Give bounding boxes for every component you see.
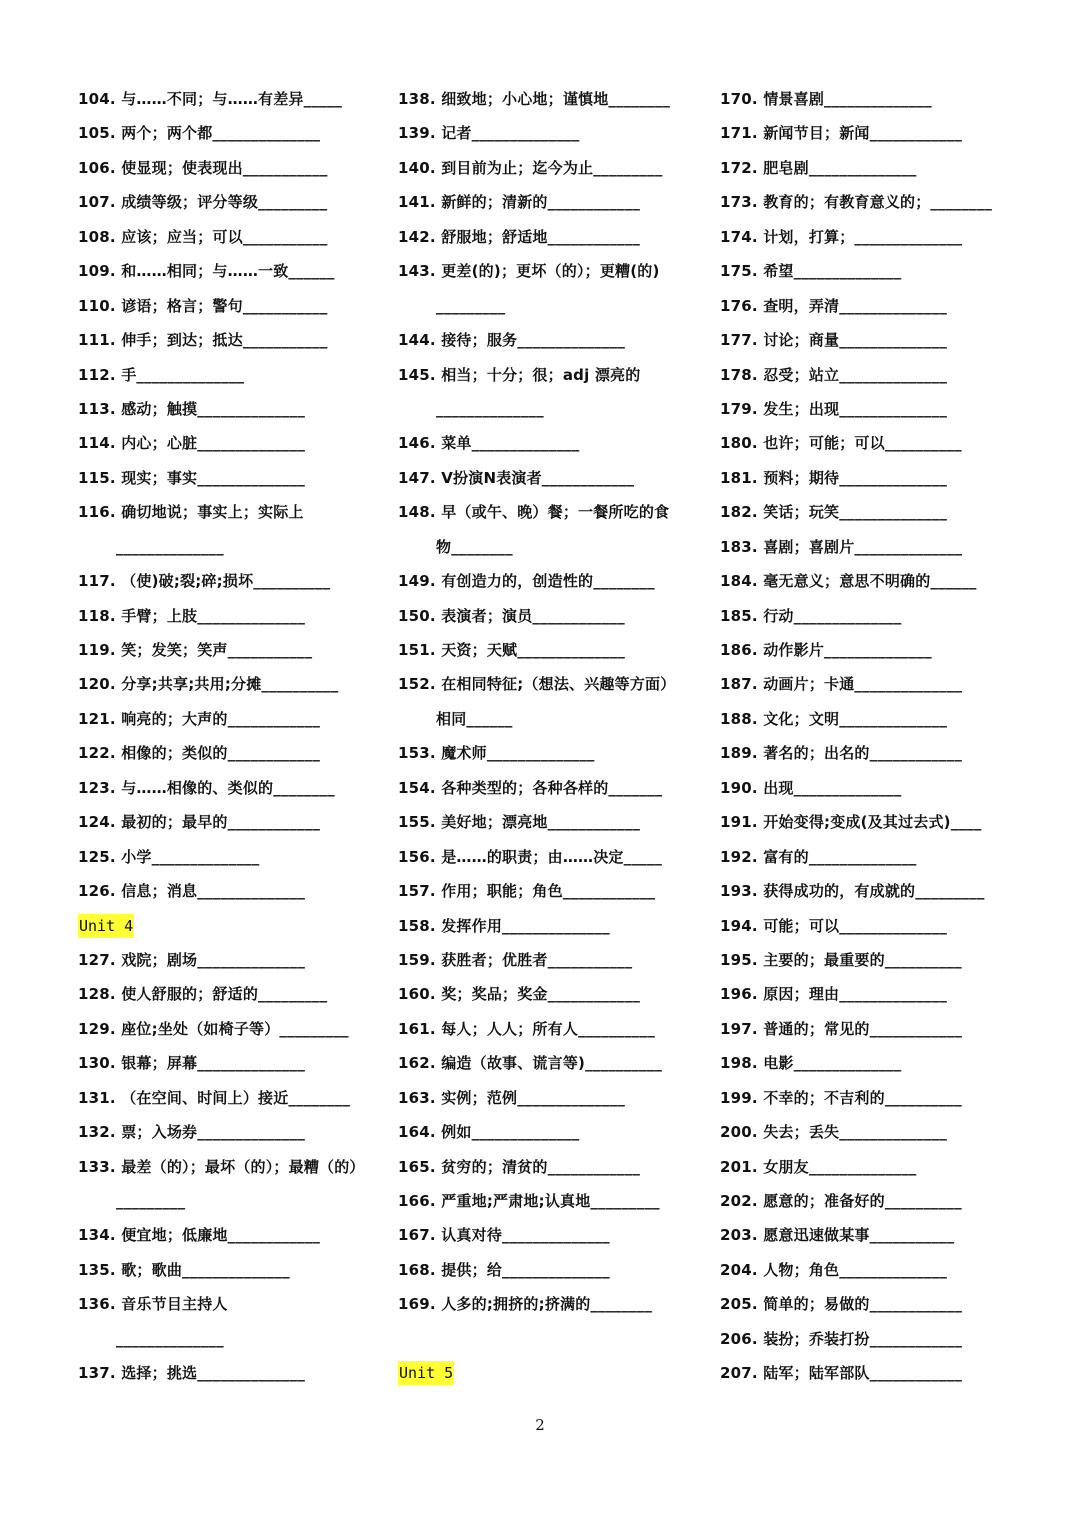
vocab-text: 150. 表演者；演员____________ — [398, 606, 625, 625]
vocab-item — [78, 461, 378, 495]
column-2 — [398, 82, 698, 1391]
vocab-item — [720, 116, 1020, 150]
vocab-item — [720, 874, 1020, 908]
vocab-text: 163. 实例；范例______________ — [398, 1088, 626, 1107]
vocab-text: 183. 喜剧；喜剧片______________ — [720, 537, 963, 556]
vocab-item — [78, 599, 378, 633]
vocab-item — [720, 323, 1020, 357]
vocab-text: 156. 是……的职责；由……决定_____ — [398, 847, 663, 866]
vocab-text: 149. 有创造力的，创造性的________ — [398, 572, 655, 591]
vocab-item — [398, 1081, 698, 1115]
vocab-text: 186. 动作影片______________ — [720, 641, 932, 659]
vocab-item — [78, 1356, 378, 1390]
vocab-item — [78, 185, 378, 219]
vocab-text: 115. 现实；事实______________ — [78, 468, 306, 487]
vocab-text: 201. 女朋友______________ — [720, 1157, 917, 1176]
vocab-text: 130. 银幕；屏幕______________ — [78, 1054, 306, 1073]
vocab-item — [398, 1218, 698, 1252]
vocab-text: 178. 忍受；站立______________ — [720, 365, 948, 384]
vocab-text: 132. 票；入场券______________ — [78, 1123, 306, 1142]
vocab-text: 140. 到目前为止；迄今为止_________ — [398, 158, 663, 177]
vocab-text: 202. 愿意的；准备好的__________ — [720, 1192, 962, 1210]
vocab-item — [720, 495, 1020, 529]
vocab-text: 200. 失去；丢失______________ — [720, 1123, 948, 1142]
vocab-text: ______________ — [116, 537, 224, 556]
vocab-text: 110. 谚语；格言；警句___________ — [78, 296, 328, 315]
vocab-text: 207. 陆军；陆军部队____________ — [720, 1364, 963, 1383]
vocab-text: ______________ — [436, 399, 544, 418]
vocab-item — [398, 185, 698, 219]
vocab-text: 106. 使显现；使表现出___________ — [78, 158, 328, 177]
vocab-text: _________ — [436, 296, 506, 315]
vocab-item — [720, 599, 1020, 633]
vocab-text: 142. 舒服地；舒适地____________ — [398, 227, 641, 246]
vocab-text: 122. 相像的；类似的____________ — [78, 744, 321, 763]
vocab-text: 144. 接待；服务______________ — [398, 331, 626, 350]
unit-label: Unit 5 — [398, 1361, 454, 1385]
vocab-text: 162. 编造（故事、谎言等)__________ — [398, 1054, 663, 1073]
vocab-item — [78, 151, 378, 185]
vocab-item — [398, 564, 698, 598]
vocab-text: 195. 主要的；最重要的__________ — [720, 950, 962, 969]
vocab-item — [398, 495, 698, 529]
vocab-item — [398, 1046, 698, 1080]
vocab-text: 166. 严重地;严肃地;认真地_________ — [398, 1192, 660, 1210]
vocab-item — [398, 736, 698, 770]
vocab-text: 109. 和……相同；与……一致______ — [78, 262, 335, 281]
vocab-text: 138. 细致地；小心地；谨慎地________ — [398, 90, 671, 108]
vocab-text: 相同______ — [436, 709, 513, 728]
vocab-text: 168. 提供；给______________ — [398, 1260, 610, 1279]
vocab-item — [720, 771, 1020, 805]
vocab-text: 121. 响亮的；大声的____________ — [78, 709, 321, 728]
vocab-text: 129. 座位;坐处（如椅子等）_________ — [78, 1019, 349, 1038]
page-number: 2 — [535, 1416, 545, 1434]
vocab-item — [720, 426, 1020, 460]
vocab-text: 181. 预料；期待______________ — [720, 468, 948, 487]
vocab-item — [78, 736, 378, 770]
vocab-text: ______________ — [116, 1329, 224, 1348]
vocab-text: 196. 原因；理由______________ — [720, 985, 948, 1004]
vocab-item-continuation — [398, 530, 698, 564]
vocab-item — [720, 1218, 1020, 1252]
vocab-item — [720, 736, 1020, 770]
vocab-item — [398, 116, 698, 150]
vocab-item-continuation — [398, 702, 698, 736]
vocab-item — [398, 1184, 698, 1218]
vocab-item — [720, 1184, 1020, 1218]
vocab-text: 108. 应该；应当；可以___________ — [78, 227, 328, 246]
vocab-text: 159. 获胜者；优胜者___________ — [398, 950, 633, 969]
vocab-item — [398, 667, 698, 701]
vocab-text: 125. 小学______________ — [78, 847, 260, 866]
vocab-item — [78, 220, 378, 254]
vocab-item — [398, 1253, 698, 1287]
vocab-item — [720, 943, 1020, 977]
vocab-text: 152. 在相同特征;（想法、兴趣等方面） — [398, 675, 676, 694]
vocab-item — [78, 1218, 378, 1252]
column-1 — [78, 82, 378, 1391]
vocab-item — [720, 1115, 1020, 1149]
vocab-text: 185. 行动______________ — [720, 606, 902, 625]
vocab-item — [398, 220, 698, 254]
vocab-text: 119. 笑；发笑；笑声___________ — [78, 641, 313, 659]
vocab-item — [78, 1012, 378, 1046]
vocab-item — [720, 1356, 1020, 1390]
vocab-text: 112. 手______________ — [78, 365, 245, 384]
vocab-text: 158. 发挥作用______________ — [398, 916, 610, 935]
vocab-text: 172. 肥皂剧______________ — [720, 158, 917, 177]
vocab-item — [398, 461, 698, 495]
vocab-text: 146. 菜单______________ — [398, 434, 580, 453]
vocab-text: 111. 伸手；到达；抵达___________ — [78, 331, 328, 350]
vocab-item — [78, 874, 378, 908]
vocab-item — [78, 116, 378, 150]
vocab-text: 191. 开始变得;变成(及其过去式)____ — [720, 813, 982, 832]
vocab-text: 134. 便宜地；低廉地____________ — [78, 1226, 321, 1245]
vocab-text: 205. 简单的；易做的____________ — [720, 1295, 963, 1314]
vocab-text: 135. 歌；歌曲______________ — [78, 1260, 290, 1279]
vocab-text: 139. 记者______________ — [398, 124, 580, 143]
vocab-item — [720, 151, 1020, 185]
vocab-item — [78, 1253, 378, 1287]
vocab-item — [398, 1150, 698, 1184]
vocab-text: 128. 使人舒服的；舒适的_________ — [78, 985, 328, 1004]
vocab-text: _________ — [116, 1192, 186, 1210]
vocab-text: 197. 普通的；常见的____________ — [720, 1019, 963, 1038]
vocab-item — [78, 771, 378, 805]
vocab-text: 182. 笑话；玩笑______________ — [720, 503, 948, 522]
vocab-text: 137. 选择；挑选______________ — [78, 1364, 306, 1383]
vocab-text: 199. 不幸的；不吉利的__________ — [720, 1088, 962, 1107]
vocab-text: 180. 也许；可能；可以__________ — [720, 434, 962, 453]
vocab-item — [720, 358, 1020, 392]
vocab-item — [398, 82, 698, 116]
vocab-item — [398, 1287, 698, 1321]
vocab-item — [78, 426, 378, 460]
vocab-item — [78, 289, 378, 323]
vocab-text: 107. 成绩等级；评分等级_________ — [78, 193, 328, 212]
vocab-item — [78, 943, 378, 977]
vocab-text: 190. 出现______________ — [720, 778, 902, 797]
vocab-item — [720, 1287, 1020, 1321]
vocab-text: 187. 动画片；卡通______________ — [720, 675, 963, 694]
vocab-item — [720, 977, 1020, 1011]
vocab-item — [398, 909, 698, 943]
blank-line — [398, 1322, 698, 1356]
vocab-item — [398, 633, 698, 667]
vocab-text: 160. 奖；奖品；奖金____________ — [398, 985, 641, 1004]
vocab-text: 203. 愿意迅速做某事___________ — [720, 1226, 955, 1245]
vocab-text: 133. 最差（的）；最坏（的）；最糟（的） — [78, 1157, 365, 1176]
vocab-text: 113. 感动；触摸______________ — [78, 399, 306, 418]
vocab-text: 179. 发生；出现______________ — [720, 399, 948, 418]
vocab-text: 136. 音乐节目主持人 — [78, 1295, 228, 1314]
vocab-item — [78, 564, 378, 598]
vocab-item — [398, 1115, 698, 1149]
vocab-text: 170. 情景喜剧______________ — [720, 90, 932, 108]
vocab-text: 174. 计划，打算；______________ — [720, 227, 963, 246]
vocab-text: 194. 可能；可以______________ — [720, 916, 948, 935]
vocab-item — [78, 392, 378, 426]
vocab-text: 124. 最初的；最早的____________ — [78, 813, 321, 832]
vocab-text: 169. 人多的;拥挤的;挤满的________ — [398, 1295, 653, 1314]
vocab-item — [78, 667, 378, 701]
vocab-item-continuation — [78, 530, 378, 564]
vocab-text: 126. 信息；消息______________ — [78, 882, 306, 901]
vocab-item — [720, 1012, 1020, 1046]
vocab-text: 175. 希望______________ — [720, 262, 902, 281]
vocab-item — [720, 1081, 1020, 1115]
vocab-text: 151. 天资；天赋______________ — [398, 641, 626, 659]
vocab-item — [78, 358, 378, 392]
vocab-text: 184. 毫无意义；意思不明确的______ — [720, 572, 977, 591]
vocab-text: 118. 手臂；上肢______________ — [78, 606, 306, 625]
vocab-item — [398, 323, 698, 357]
vocab-text: 116. 确切地说；事实上；实际上 — [78, 503, 304, 522]
vocab-item — [720, 633, 1020, 667]
vocab-item — [720, 82, 1020, 116]
vocab-item — [398, 151, 698, 185]
vocab-item — [720, 1150, 1020, 1184]
vocab-text: 171. 新闻节目；新闻____________ — [720, 124, 963, 143]
vocab-text: 176. 查明，弄清______________ — [720, 296, 948, 315]
vocab-item — [720, 667, 1020, 701]
vocab-text: 177. 讨论；商量______________ — [720, 331, 948, 350]
vocab-text: 154. 各种类型的；各种各样的_______ — [398, 778, 663, 797]
vocab-item — [720, 392, 1020, 426]
vocab-text: 188. 文化；文明______________ — [720, 709, 948, 728]
unit-label: Unit 4 — [78, 914, 134, 938]
vocab-item — [78, 1287, 378, 1321]
vocab-item-continuation — [78, 1322, 378, 1356]
vocab-text: 127. 戏院；剧场______________ — [78, 950, 306, 969]
vocab-item — [78, 805, 378, 839]
vocab-text: 141. 新鲜的；清新的____________ — [398, 193, 641, 212]
unit-heading — [398, 1356, 698, 1390]
vocab-text: 204. 人物；角色______________ — [720, 1260, 948, 1279]
vocab-text: 120. 分享;共享;共用;分摊__________ — [78, 675, 339, 694]
vocab-text: 153. 魔术师______________ — [398, 744, 595, 763]
vocab-text: 104. 与……不同；与……有差异_____ — [78, 90, 343, 108]
vocab-item — [78, 1115, 378, 1149]
vocab-text: 117. （使)破;裂;碎;损坏__________ — [78, 572, 331, 591]
vocab-item — [78, 840, 378, 874]
vocab-item — [78, 82, 378, 116]
vocab-item — [398, 805, 698, 839]
vocab-item — [720, 805, 1020, 839]
vocab-text: 114. 内心；心脏______________ — [78, 434, 306, 453]
vocab-item — [78, 633, 378, 667]
vocab-text: 155. 美好地；漂亮地____________ — [398, 813, 641, 832]
vocab-item — [720, 289, 1020, 323]
vocab-item — [398, 977, 698, 1011]
vocab-text: 161. 每人；人人；所有人__________ — [398, 1019, 656, 1038]
vocab-item — [720, 530, 1020, 564]
vocab-item — [78, 495, 378, 529]
vocab-item — [78, 1081, 378, 1115]
vocab-item — [720, 1253, 1020, 1287]
vocab-item — [398, 874, 698, 908]
vocab-item — [720, 254, 1020, 288]
vocab-item — [398, 599, 698, 633]
vocab-text: 143. 更差(的)；更坏（的）；更糟(的) — [398, 262, 660, 281]
vocab-text: 148. 早（或午、晚）餐；一餐所吃的食 — [398, 503, 670, 522]
vocab-item-continuation — [78, 1184, 378, 1218]
vocab-text: 105. 两个；两个都______________ — [78, 124, 321, 143]
vocab-item — [720, 185, 1020, 219]
vocab-item — [398, 771, 698, 805]
vocab-text: 193. 获得成功的，有成就的_________ — [720, 882, 985, 901]
vocab-text: 物________ — [436, 537, 513, 556]
vocab-text: 173. 教育的；有教育意义的；________ — [720, 193, 993, 212]
vocab-item — [720, 702, 1020, 736]
vocab-item — [398, 254, 698, 288]
unit-heading — [78, 909, 378, 943]
vocab-item — [720, 1322, 1020, 1356]
vocab-text: 157. 作用；职能；角色____________ — [398, 882, 656, 901]
vocab-item — [398, 358, 698, 392]
vocab-item — [78, 1046, 378, 1080]
vocab-item — [720, 220, 1020, 254]
vocab-text: 147. V扮演N表演者____________ — [398, 468, 635, 487]
vocab-text: 189. 著名的；出名的____________ — [720, 744, 963, 763]
vocab-item — [398, 840, 698, 874]
vocab-text: 165. 贫穷的；清贫的____________ — [398, 1157, 641, 1176]
vocab-item — [720, 564, 1020, 598]
vocab-item — [720, 840, 1020, 874]
vocab-item — [78, 977, 378, 1011]
vocab-item — [398, 1012, 698, 1046]
vocab-item — [720, 461, 1020, 495]
vocab-text: 206. 装扮；乔装打扮____________ — [720, 1329, 963, 1348]
vocab-text: 198. 电影______________ — [720, 1054, 902, 1073]
vocab-text: 131. （在空间、时间上）接近________ — [78, 1088, 351, 1107]
vocab-text: 145. 相当；十分；很；adj 漂亮的 — [398, 365, 641, 384]
vocab-item — [78, 1150, 378, 1184]
vocab-text: 123. 与……相像的、类似的________ — [78, 778, 335, 797]
vocab-item — [398, 426, 698, 460]
vocab-text: 192. 富有的______________ — [720, 847, 917, 866]
vocab-text: 167. 认真对待______________ — [398, 1226, 610, 1245]
column-3 — [720, 82, 1020, 1391]
vocab-item-continuation — [398, 392, 698, 426]
vocab-item — [720, 1046, 1020, 1080]
vocab-item-continuation — [398, 289, 698, 323]
vocab-item — [720, 909, 1020, 943]
vocab-item — [78, 254, 378, 288]
vocab-item — [78, 702, 378, 736]
vocab-text: 164. 例如______________ — [398, 1123, 580, 1142]
vocab-item — [78, 323, 378, 357]
vocab-item — [398, 943, 698, 977]
